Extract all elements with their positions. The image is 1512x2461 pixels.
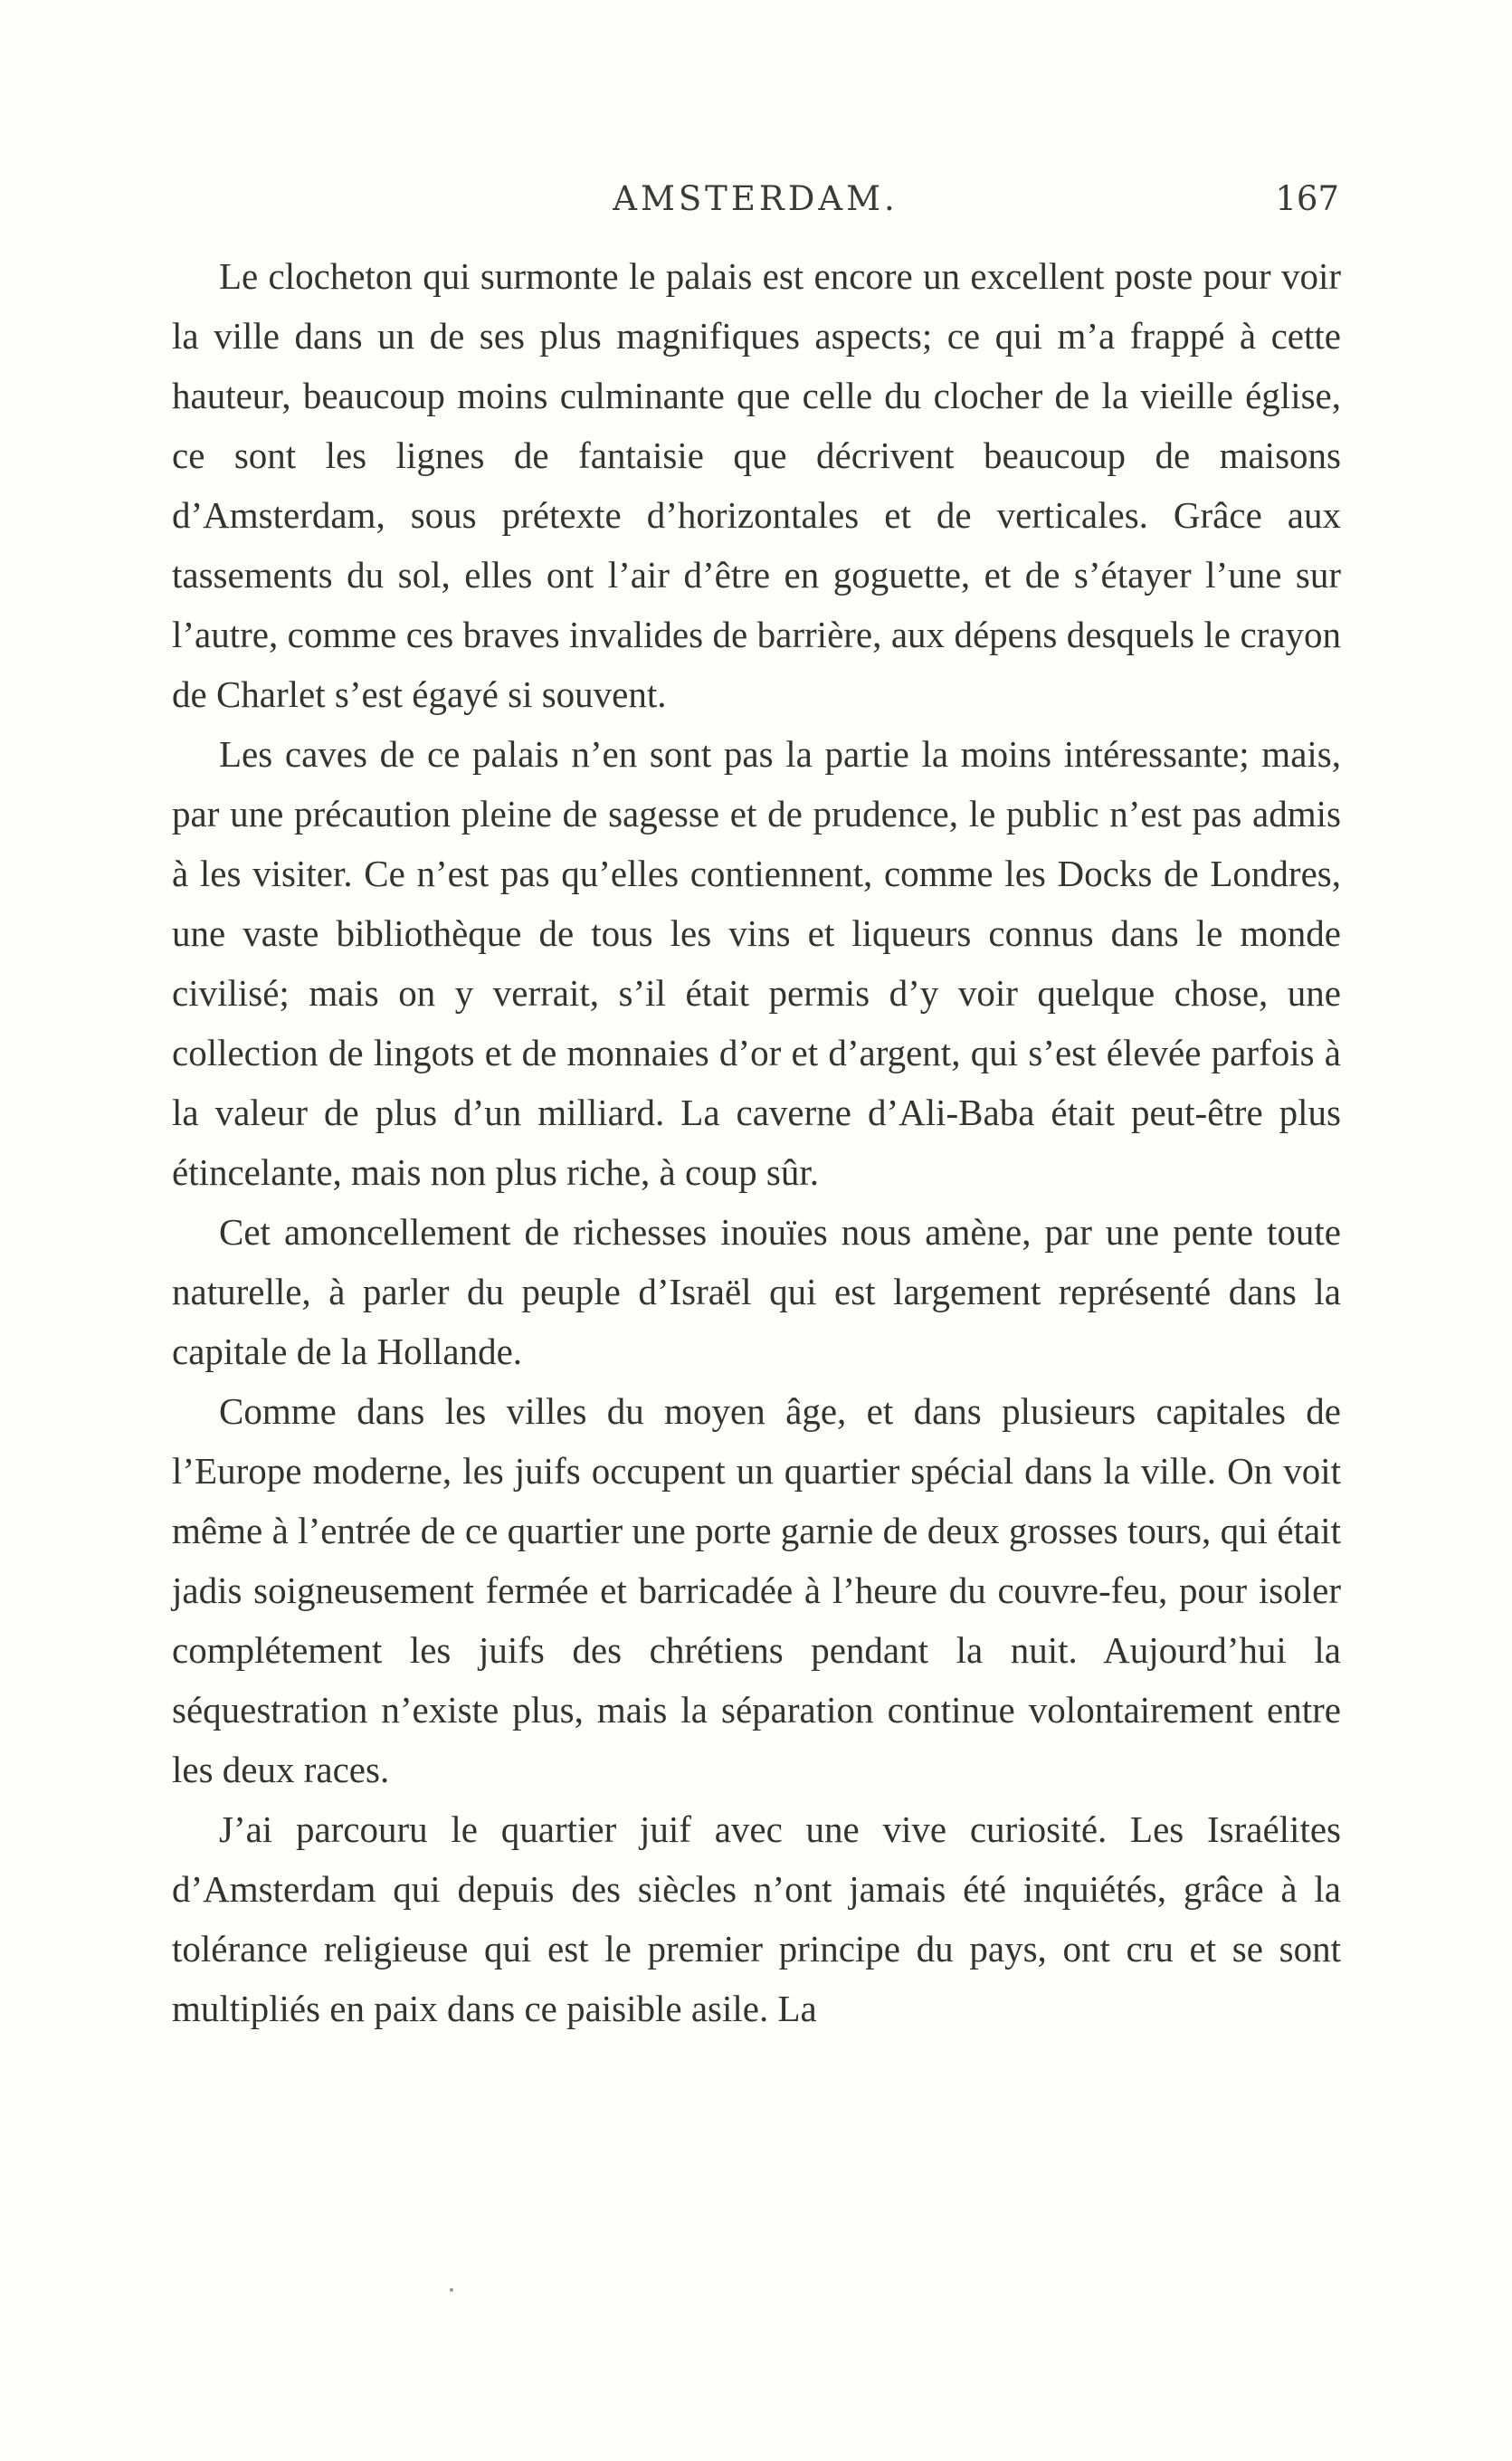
ink-speck xyxy=(450,2288,453,2292)
paragraph-3: Cet amoncellement de richesses inouïes nous amène, par une pente toute naturelle, à parler du peuple d’Israël qui est largement représenté dans la capitale de la Hollande. xyxy=(172,1211,1341,1372)
paragraph-4: Comme dans les villes du moyen âge, et dans plusieurs capitales de l’Europe moderne, les juifs occupent un quartier spécial dans la ville. On voit même à l’entrée de ce quartier une porte garnie de deux grosses tours, qui était jadis soigneusement fermée et barricadée à l’heure du couvre-feu, pour isoler complétement les juifs des chrétiens pendant la nuit. Aujourd’hui la séquestration n’existe plus, mais la séparation continue volontairement entre les deux races. xyxy=(172,1390,1341,1790)
running-header xyxy=(172,179,1339,224)
running-title: AMSTERDAM. xyxy=(613,179,899,218)
page-number: 167 xyxy=(1275,179,1339,218)
paragraph-1: Le clocheton qui surmonte le palais est encore un excellent poste pour voir la ville dans un de ses plus magnifiques aspects; ce qui m’a frappé à cette hauteur, beaucoup moins culminante que celle du clocher de la vieille église, ce sont les lignes de fantaisie que décrivent beaucoup de maisons d’Amsterdam, sous prétexte d’horizontales et de verticales. Grâce aux tassements du sol, elles ont l’air d’être en goguette, et de s’étayer l’une sur l’autre, comme ces braves invalides de barrière, aux dépens desquels le crayon de Charlet s’est égayé si souvent. xyxy=(172,255,1341,715)
body-text xyxy=(172,246,1341,2038)
paragraph-2: Les caves de ce palais n’en sont pas la partie la moins intéressante; mais, par une précaution pleine de sagesse et de prudence, le public n’est pas admis à les visiter. Ce n’est pas qu’elles contiennent, comme les Docks de Londres, une vaste bibliothèque de tous les vins et liqueurs connus dans le monde civilisé; mais on y verrait, s’il était permis d’y voir quelque chose, une collection de lingots et de monnaies d’or et d’argent, qui s’est élevée parfois à la valeur de plus d’un milliard. La caverne d’Ali-Baba était peut-être plus étincelante, mais non plus riche, à coup sûr. xyxy=(172,733,1341,1193)
paragraph-5: J’ai parcouru le quartier juif avec une vive curiosité. Les Israélites d’Amsterdam qui depuis des siècles n’ont jamais été inquiétés, grâce à la tolérance religieuse qui est le premier principe du pays, ont cru et se sont multipliés en paix dans ce paisible asile. La xyxy=(172,1808,1341,2029)
